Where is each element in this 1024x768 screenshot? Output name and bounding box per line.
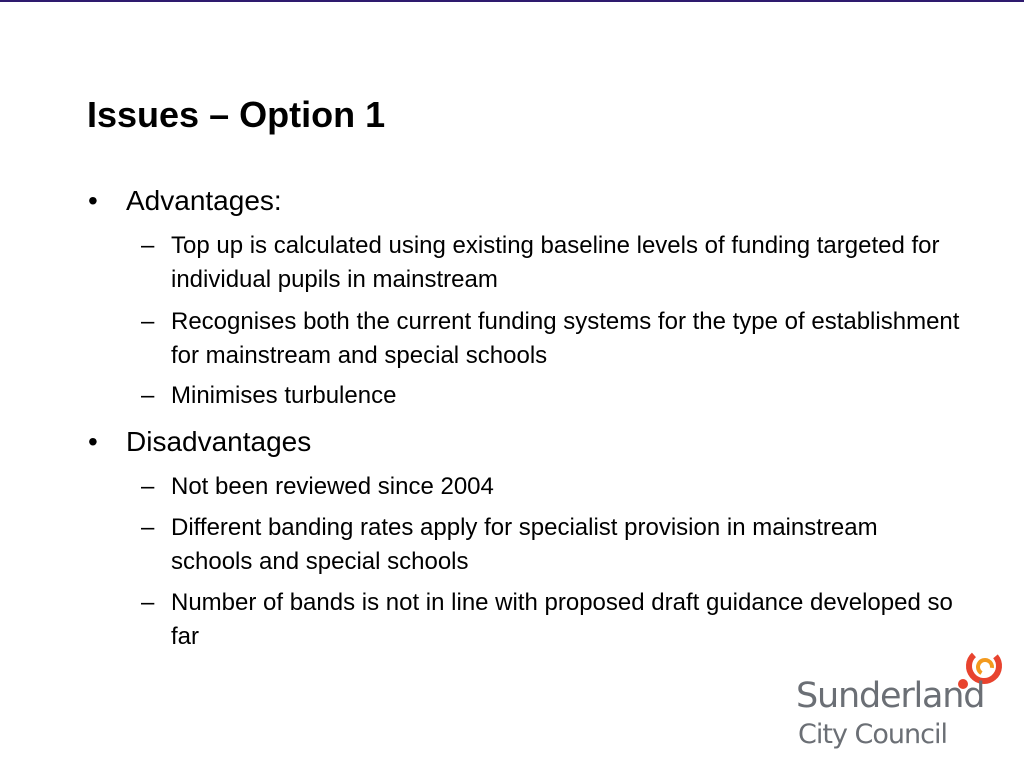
- sub-bullet-marker: –: [141, 589, 155, 616]
- sub-bullet-text: Not been reviewed since 2004: [171, 473, 494, 500]
- sub-bullet-text: Number of bands is not in line with proposed draft guidance developed so far: [171, 589, 953, 650]
- sub-bullet-text: Recognises both the current funding systems for the type of establishment for mainstream and special schools: [171, 308, 960, 369]
- sub-bullet-marker: –: [141, 514, 155, 541]
- sub-bullet-marker: –: [141, 232, 155, 259]
- bullet-heading-disadvantages: Disadvantages: [126, 426, 312, 457]
- bullet-heading-advantages: Advantages:: [126, 185, 282, 216]
- sub-bullet-text: Top up is calculated using existing baseline levels of funding targeted for individual pupils in mainstream: [171, 232, 940, 293]
- sub-bullet-marker: –: [141, 382, 155, 409]
- sub-bullet-text: Different banding rates apply for specialist provision in mainstream schools and special schools: [171, 514, 878, 575]
- sub-bullet-marker: –: [141, 308, 155, 335]
- logo-text-city-council: City Council: [798, 719, 947, 750]
- bullet-marker: •: [88, 426, 98, 457]
- sub-bullet-marker: –: [141, 473, 155, 500]
- sub-bullet-text: Minimises turbulence: [171, 382, 397, 409]
- sunderland-city-council-logo: [796, 644, 1011, 760]
- bullet-marker: •: [88, 185, 98, 216]
- logo-text-sunderland: Sunderland: [796, 676, 985, 716]
- slide-title: Issues – Option 1: [87, 94, 386, 135]
